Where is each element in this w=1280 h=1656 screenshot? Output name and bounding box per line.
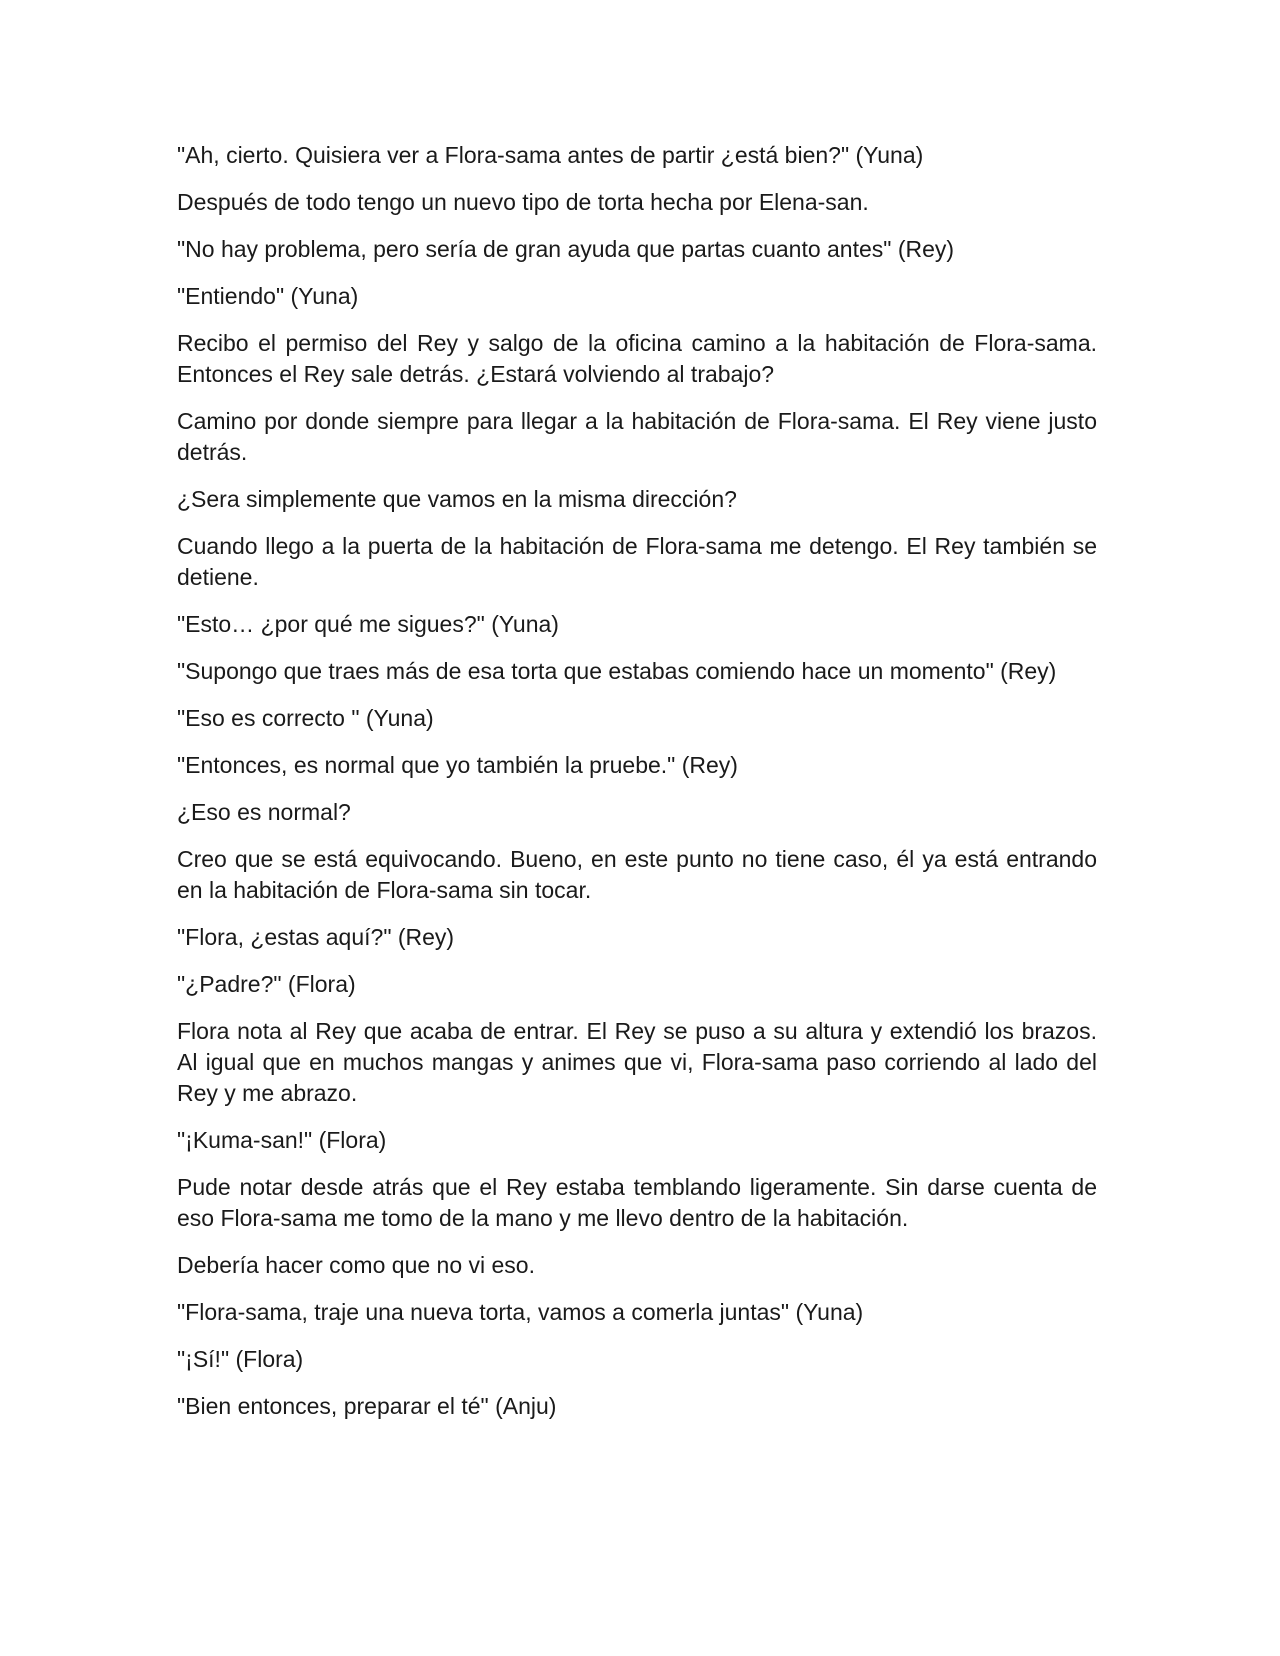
paragraph: "Bien entonces, preparar el té" (Anju)	[177, 1393, 557, 1419]
paragraph: Camino por donde siempre para llegar a la habitación de Flora-sama. El Rey viene justo detrás.	[177, 408, 1097, 465]
paragraph: Después de todo tengo un nuevo tipo de torta hecha por Elena-san.	[177, 189, 869, 215]
paragraph: Recibo el permiso del Rey y salgo de la oficina camino a la habitación de Flora-sama. Entonces el Rey sale detrás. ¿Estará volviendo al trabajo?	[177, 330, 1097, 387]
paragraph: "Eso es correcto " (Yuna)	[177, 705, 434, 731]
paragraph: "Entiendo" (Yuna)	[177, 283, 359, 309]
paragraph: "¡Sí!" (Flora)	[177, 1346, 304, 1372]
paragraph: "Flora-sama, traje una nueva torta, vamos a comerla juntas" (Yuna)	[177, 1299, 864, 1325]
paragraph: "No hay problema, pero sería de gran ayuda que partas cuanto antes" (Rey)	[177, 236, 955, 262]
document-body	[177, 140, 1097, 1438]
paragraph: Creo que se está equivocando. Bueno, en este punto no tiene caso, él ya está entrando en la habitación de Flora-sama sin tocar.	[177, 846, 1097, 903]
paragraph: "Entonces, es normal que yo también la pruebe." (Rey)	[177, 752, 738, 778]
paragraph: Pude notar desde atrás que el Rey estaba temblando ligeramente. Sin darse cuenta de eso Flora-sama me tomo de la mano y me llevo dentro de la habitación.	[177, 1174, 1097, 1231]
paragraph: "Ah, cierto. Quisiera ver a Flora-sama antes de partir ¿está bien?" (Yuna)	[177, 142, 924, 168]
paragraph: "Flora, ¿estas aquí?" (Rey)	[177, 924, 455, 950]
paragraph: Cuando llego a la puerta de la habitación de Flora-sama me detengo. El Rey también se detiene.	[177, 533, 1097, 590]
paragraph: "Esto… ¿por qué me sigues?" (Yuna)	[177, 611, 559, 637]
paragraph: ¿Sera simplemente que vamos en la misma dirección?	[177, 486, 737, 512]
paragraph: Flora nota al Rey que acaba de entrar. El Rey se puso a su altura y extendió los brazos. Al igual que en muchos mangas y animes que vi, Flora-sama paso corriendo al lado del Rey y me abrazo.	[177, 1018, 1097, 1106]
paragraph: ¿Eso es normal?	[177, 799, 351, 825]
paragraph: Debería hacer como que no vi eso.	[177, 1252, 535, 1278]
paragraph: "¡Kuma-san!" (Flora)	[177, 1127, 387, 1153]
paragraph: "¿Padre?" (Flora)	[177, 971, 356, 997]
paragraph: "Supongo que traes más de esa torta que estabas comiendo hace un momento" (Rey)	[177, 658, 1057, 684]
